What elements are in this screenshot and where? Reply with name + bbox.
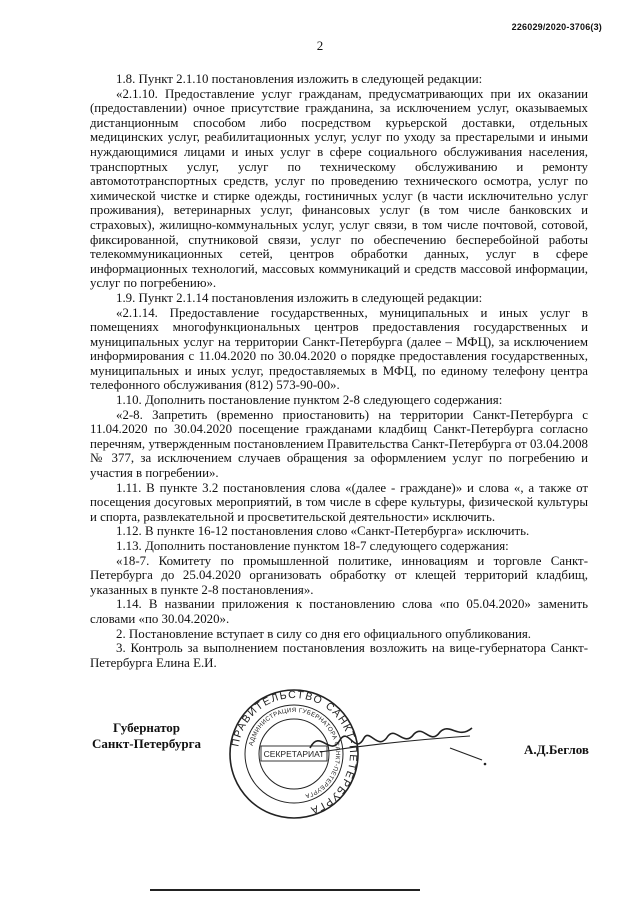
seal-outer-text: ПРАВИТЕЛЬСТВО САНКТ-ПЕТЕРБУРГА (229, 688, 360, 817)
signatory-name: А.Д.Беглов (524, 742, 589, 757)
paragraph: «18-7. Комитету по промышленной политике, инновациям и торговле Санкт-Петербурга до 25.04.2020 организовать обработку от клещей территорий кладбищ, указанных в пункте 2-8 постановления». (90, 553, 588, 597)
paragraph: «2.1.14. Предоставление государственных, муниципальных и иных услуг в помещениях многофункциональных центров предоставления государственных и муниципальных услуг на территории Санкт-Петербурга (далее – МФЦ), за исключением информирования с 11.04.2020 по 30.04.2020 о порядке предоставления государственных, муниципальных и иных услуг, предоставляемых в МФЦ, по единому телефону центра телефонного обслуживания (812) 573-90-00». (90, 305, 588, 393)
page-number: 2 (316, 38, 324, 53)
paragraph: 1.12. В пункте 16-12 постановления слово «Санкт-Петербурга» исключить. (116, 524, 530, 539)
paragraph: 1.14. В названии приложения к постановлению слова «по 05.04.2020» заменить словами «по 30.04.2020». (90, 597, 588, 626)
position-line: Губернатор (112, 720, 181, 735)
paragraph: 1.10. Дополнить постановление пунктом 2-8 следующего содержания: (116, 393, 503, 408)
paragraph: 2. Постановление вступает в силу со дня его официального опубликования. (116, 626, 532, 641)
paragraph: 1.11. В пункте 3.2 постановления слова «(далее - граждане)» и слова «, а также от посещения досуговых мероприятий, в том числе в сфере культуры, физической культуры и спорта, развлекательной и просветительской деятельности» исключить. (90, 480, 588, 524)
paragraph: 1.8. Пункт 2.1.10 постановления изложить в следующей редакции: (116, 72, 483, 86)
document-number: 226029/2020-3706(3) (511, 22, 602, 32)
signatory-position (92, 720, 201, 752)
paragraph: «2-8. Запретить (временно приостановить) на территории Санкт-Петербурга с 11.04.2020 по 30.04.2020 посещение гражданами кладбищ Санкт-Петербурга согласно перечням, утвержденным постановлением Правительства Санкт-Петербурга от 03.04.2008 № 377, за исключением случаев обращения за оформлением услуг по погребению и участия в погребении». (90, 407, 588, 481)
footer-line (150, 889, 420, 891)
paragraph: 1.13. Дополнить постановление пунктом 18-7 следующего содержания: (116, 539, 509, 553)
paragraph: 1.9. Пункт 2.1.14 постановления изложить в следующей редакции: (116, 290, 483, 305)
position-line: Санкт-Петербурга (92, 736, 201, 751)
handwritten-signature (300, 718, 490, 768)
seal-inner-text: АДМИНИСТРАЦИЯ ГУБЕРНАТОРА САНКТ-ПЕТЕРБУРГА (247, 706, 342, 800)
paragraph: «2.1.10. Предоставление услуг гражданам, предусматривающих при их оказании (предоставлении) очное присутствие гражданина, за исключением услуг, оказываемых дистанционным способом либо посредством курьерской доставки, отдельных медицинских услуг, реабилитационных услуг, услуг по уходу за престарелыми и иными нуждающимися лицами и иных услуг в сфере социального обслуживания населения, транспортных услуг, услуг по техническому обслуживанию и ремонту автомототранспортных средств, услуг по проведению технического осмотра, услуг по химической чистке и стирке одежды, гостиничных услуг (в части исключительно услуг проживания), ветеринарных услуг, финансовых услуг (в том числе банковских и страховых), жилищно-коммунальных услуг, услуг связи, в том числе почтовой, сотовой, фиксированной, спутниковой связи, услуг по обеспечению бесперебойной работы телекоммуникационных сетей, центров обработки данных, услуг в сфере информационных технологий, массовых коммуникаций и средств массовой информации, услуг по погребению». (90, 86, 588, 291)
paragraph: 3. Контроль за выполнением постановления возложить на вице-губернатора Санкт-Петербурга Елина Е.И. (90, 641, 588, 670)
document-body (90, 72, 588, 670)
seal-center-text: СЕКРЕТАРИАТ (263, 749, 325, 759)
